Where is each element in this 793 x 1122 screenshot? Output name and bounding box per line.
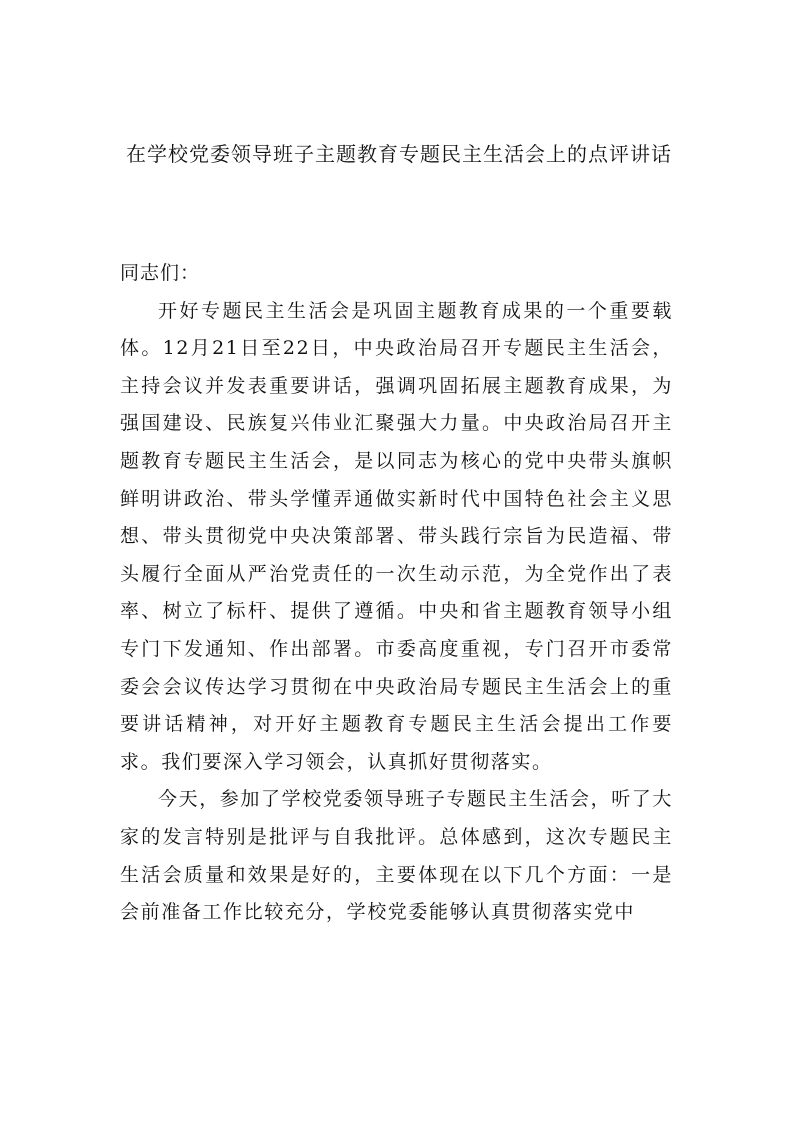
salutation: 同志们：: [120, 262, 201, 284]
document-title: 在学校党委领导班子主题教育专题民主生活会上的点评讲话: [126, 142, 672, 166]
paragraph-2: 今天，参加了学校党委领导班子专题民主生活会，听了大家的发言特别是批评与自我批评。总体感到，这次专题民主生活会质量和效果是好的，主要体现在以下几个方面：一是会前准备工作比较充分，学校党委能够认真贯彻落实党中: [120, 788, 674, 924]
document-body: [120, 255, 673, 932]
paragraph-1: 开好专题民主生活会是巩固主题教育成果的一个重要载体。12月21日至22日，中央政治局召开专题民主生活会，主持会议并发表重要讲话，强调巩固拓展主题教育成果，为强国建设、民族复兴伟业汇聚强大力量。中央政治局召开主题教育专题民主生活会，是以同志为核心的党中央带头旗帜鲜明讲政治、带头学懂弄通做实新时代中国特色社会主义思想、带头贯彻党中央决策部署、带头践行宗旨为民造福、带头履行全面从严治党责任的一次生动示范，为全党作出了表率、树立了标杆、提供了遵循。中央和省主题教育领导小组专门下发通知、作出部署。市委高度重视，专门召开市委常委会会议传达学习贯彻在中央政治局专题民主生活会上的重要讲话精神，对开好主题教育专题民主生活会提出工作要求。我们要深入学习领会，认真抓好贯彻落实。: [120, 299, 673, 773]
